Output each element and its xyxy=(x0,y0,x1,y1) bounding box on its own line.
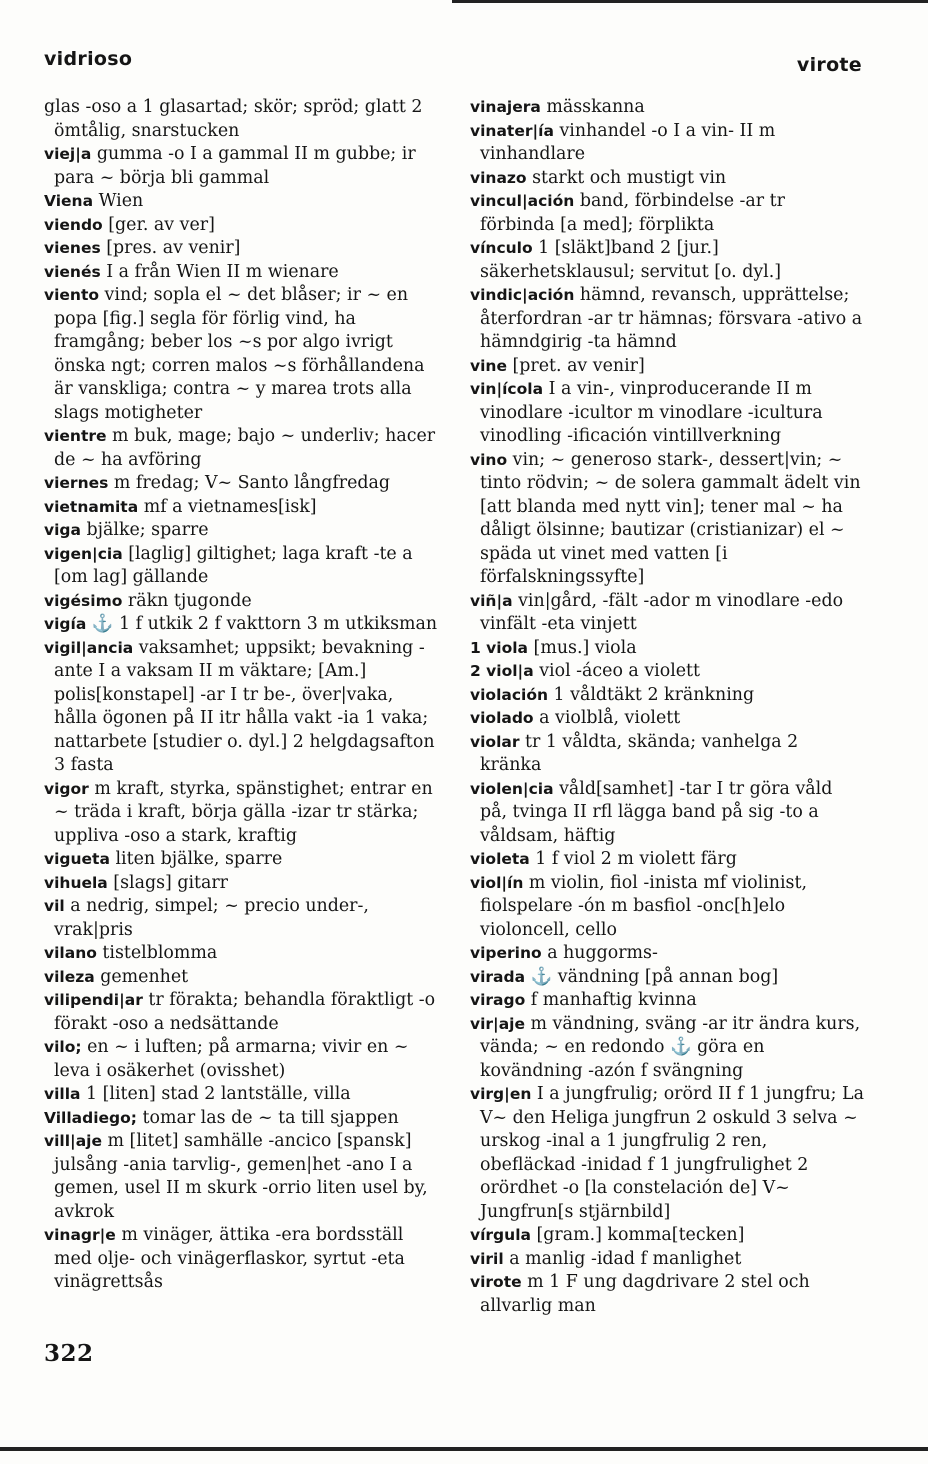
dictionary-entry xyxy=(44,942,438,966)
dictionary-entry xyxy=(44,190,438,214)
dictionary-entry xyxy=(470,167,864,191)
entry-definition: m kraft, styrka, spänstighet; entrar en ~ träda i kraft, börja gälla -izar tr stärka; uppliva -oso a stark, kraftig xyxy=(54,778,433,846)
entry-headword: vigésimo xyxy=(44,591,123,610)
dictionary-entry xyxy=(470,848,864,872)
dictionary-entry xyxy=(470,872,864,943)
dictionary-entry xyxy=(44,284,438,425)
entry-definition: vinhandel -o I a vin- II m vinhandlare xyxy=(480,120,776,164)
entry-definition: a huggorms- xyxy=(541,943,658,963)
entry-headword: viernes xyxy=(44,474,109,492)
entry-definition: 1 f viol 2 m violett färg xyxy=(529,849,737,869)
dictionary-entry xyxy=(470,942,864,966)
bottom-rule xyxy=(0,1447,928,1451)
entry-headword: virote xyxy=(470,1273,522,1291)
dictionary-entry xyxy=(470,96,864,120)
entry-definition: gemenhet xyxy=(94,966,189,987)
dictionary-entry xyxy=(44,778,438,849)
dictionary-entry xyxy=(470,378,864,449)
entry-definition: f manhaftig kvinna xyxy=(525,990,697,1010)
entry-definition: a violblå, violett xyxy=(533,708,681,728)
entry-definition: m buk, mage; bajo ~ underliv; hacer de ~ ha avföring xyxy=(54,426,436,470)
entry-definition: a nedrig, simpel; ~ precio under-, vrak|pris xyxy=(54,896,369,940)
entry-definition: ⚓ vändning [på annan bog] xyxy=(525,966,779,987)
entry-headword: vírgula xyxy=(470,1226,531,1244)
dictionary-entry xyxy=(44,989,438,1036)
dictionary-entry xyxy=(470,1224,864,1248)
dictionary-entry xyxy=(44,1036,438,1083)
entry-headword: virago xyxy=(470,991,526,1009)
entry-headword: vigen|cia xyxy=(44,544,123,563)
dictionary-entry xyxy=(44,1130,438,1224)
entry-definition: tr förakta; behandla föraktligt -o förakt -oso a nedsättande xyxy=(54,990,436,1034)
entry-headword: viril xyxy=(470,1249,504,1268)
entry-headword: vir|aje xyxy=(470,1014,526,1033)
entry-headword: vinazo xyxy=(470,168,527,187)
entry-headword: vindic|ación xyxy=(470,286,575,304)
dictionary-entry xyxy=(44,1083,438,1107)
entry-definition: gumma -o I a gammal II m gubbe; ir para ~ börja bli gammal xyxy=(54,144,416,188)
entry-headword: viej|a xyxy=(44,145,92,163)
entry-headword: vinajera xyxy=(470,98,541,116)
entry-headword: violación xyxy=(470,685,549,704)
dictionary-entry xyxy=(470,355,864,379)
entry-headword: vienes xyxy=(44,239,101,257)
entry-headword: vilipendi|ar xyxy=(44,991,143,1009)
dictionary-entry xyxy=(44,425,438,472)
entry-headword: 1 viola xyxy=(470,638,529,657)
entry-headword: violar xyxy=(470,732,520,751)
dictionary-entry xyxy=(44,143,438,190)
entry-headword: vincul|ación xyxy=(470,192,575,210)
entry-definition: m 1 F ung dagdrivare 2 stel och allvarlig man xyxy=(480,1272,810,1316)
entry-headword: 2 viol|a xyxy=(470,662,534,680)
dictionary-entry xyxy=(470,1013,864,1084)
entry-definition: bjälke; sparre xyxy=(80,520,209,540)
page-number: 322 xyxy=(44,1340,94,1367)
entry-headword: vigía xyxy=(44,615,87,633)
entry-definition: starkt och mustigt vin xyxy=(526,167,727,188)
dictionary-entry xyxy=(470,1248,864,1272)
entry-headword: violen|cia xyxy=(470,779,554,798)
dictionary-entry xyxy=(470,237,864,284)
entry-headword: violado xyxy=(470,709,534,727)
entry-definition: m [litet] samhälle -ancico [spansk] julsång -ania tarvlig-, gemen|het -ano I a gemen, usel II m skurk -orrio liten usel by, avkrok xyxy=(54,1131,428,1222)
dictionary-entry xyxy=(470,660,864,684)
entry-definition: ⚓ 1 f utkik 2 f vakttorn 3 m utkiksman xyxy=(86,614,438,634)
entry-definition: en ~ i luften; på armarna; vivir en ~ leva i osäkerhet (ovisshet) xyxy=(54,1037,409,1081)
dictionary-entry xyxy=(470,989,864,1013)
entry-definition: våld[samhet] -tar I tr göra våld på, tvinga II rfl lägga band på sig -to a våldsam, häftig xyxy=(480,778,833,846)
entry-headword: vine xyxy=(470,356,507,375)
entry-definition: [pres. av venir] xyxy=(100,238,241,258)
dictionary-entry xyxy=(470,637,864,661)
entry-headword: Villadiego; xyxy=(44,1108,137,1127)
entry-definition: tistelblomma xyxy=(96,943,218,963)
entry-headword: vínculo xyxy=(470,239,533,257)
entry-definition: a manlig -idad f manlighet xyxy=(503,1248,742,1269)
entry-headword: vinagr|e xyxy=(44,1226,116,1244)
entry-headword: vil xyxy=(44,897,65,915)
entry-headword: villa xyxy=(44,1085,81,1103)
dictionary-entry xyxy=(470,1271,864,1318)
dictionary-entry xyxy=(470,778,864,849)
dictionary-entry xyxy=(470,707,864,731)
entry-headword: vientre xyxy=(44,427,107,445)
top-rule xyxy=(452,0,928,3)
entry-headword: vietnamita xyxy=(44,497,139,516)
dictionary-entry xyxy=(44,1224,438,1295)
dictionary-entry xyxy=(470,1083,864,1224)
entry-definition: vin|gård, -fält -ador m vinodlare -edo vinfält -eta vinjett xyxy=(480,590,844,634)
dictionary-entry xyxy=(44,214,438,238)
entry-definition: tr 1 våldta, skända; vanhelga 2 kränka xyxy=(480,731,799,775)
entry-definition: I a vin-, vinproducerande II m vinodlare -icultor m vinodlare -icultura vinodling -ificación vintillverkning xyxy=(480,379,823,446)
entry-headword: viendo xyxy=(44,215,103,234)
dictionary-entry xyxy=(44,848,438,872)
dictionary-entry xyxy=(470,590,864,637)
dictionary-entry xyxy=(470,449,864,590)
entry-definition: 1 [liten] stad 2 lantställe, villa xyxy=(80,1084,351,1104)
entry-definition: mf a vietnames[isk] xyxy=(138,496,317,517)
entry-definition: viol -áceo a violett xyxy=(533,661,701,681)
entry-headword: vinater|ía xyxy=(470,121,554,140)
entry-definition: Wien xyxy=(93,191,144,211)
entry-definition: band, förbindelse -ar tr förbinda [a med]; förplikta xyxy=(480,191,785,235)
entry-definition: [slags] gitarr xyxy=(107,872,228,893)
entry-headword: vihuela xyxy=(44,873,108,892)
entry-definition: [ger. av ver] xyxy=(102,214,215,235)
entry-definition: hämnd, revansch, upprättelse; återfordran -ar tr hämnas; försvara -ativo a hämndgirig -ta hämnd xyxy=(480,285,863,352)
dictionary-entry xyxy=(470,731,864,778)
entry-headword: virg|en xyxy=(470,1085,532,1103)
dictionary-entry xyxy=(44,543,438,590)
entry-headword: vigor xyxy=(44,779,89,798)
entry-definition: m vändning, sväng -ar itr ändra kurs, vända; ~ en redondo ⚓ göra en kovändning -azón f svängning xyxy=(480,1013,861,1081)
entry-definition: [laglig] giltighet; laga kraft -te a [om lag] gällande xyxy=(54,543,413,587)
entry-definition: tomar las de ~ ta till sjappen xyxy=(137,1107,399,1128)
dictionary-entry xyxy=(44,472,438,496)
dictionary-entry xyxy=(44,590,438,614)
entry-definition: 1 våldtäkt 2 kränkning xyxy=(548,684,755,705)
dictionary-entry xyxy=(44,237,438,261)
running-head-right: virote xyxy=(796,54,862,76)
dictionary-entry xyxy=(44,96,438,143)
entry-headword: vigueta xyxy=(44,850,110,868)
entry-headword: vileza xyxy=(44,967,95,986)
entry-definition: I a jungfrulig; orörd II f 1 jungfru; La V~ den Heliga jungfrun 2 oskuld 3 selva ~ urskog -inal a 1 jungfrulig 2 ren, obefläckad -inidad f 1 jungfrulighet 2 orördhet -o [la constelación de] V~ Jungfrun[s stjärnbild] xyxy=(480,1084,864,1222)
entry-definition: vaksamhet; uppsikt; bevakning -ante I a vaksam II m väktare; [Am.] polis[konstapel] -ar I tr be-, över|vaka, hålla ögonen på II itr hålla vakt -ia 1 vaka; nattarbete [studier o. dyl.] 2 helgdagsafton 3 fasta xyxy=(54,637,435,775)
dictionary-entry xyxy=(44,613,438,637)
dictionary-entry xyxy=(44,637,438,778)
dictionary-entry xyxy=(470,120,864,167)
entry-definition: 1 [släkt]band 2 [jur.] säkerhetsklausul; servitut [o. dyl.] xyxy=(480,238,782,282)
entry-definition: räkn tjugonde xyxy=(122,590,252,611)
running-head-left: vidrioso xyxy=(44,48,133,70)
dictionary-entry xyxy=(44,895,438,942)
entry-definition: m fredag; V~ Santo långfredag xyxy=(108,473,391,493)
entry-definition: mässkanna xyxy=(540,97,645,117)
dictionary-entry xyxy=(44,872,438,896)
entry-definition: [gram.] komma[tecken] xyxy=(530,1225,745,1245)
entry-definition: I a från Wien II m wienare xyxy=(100,261,339,282)
entry-headword: viñ|a xyxy=(470,591,513,610)
dictionary-entry xyxy=(470,966,864,990)
dictionary-entry xyxy=(44,496,438,520)
entry-definition: vind; sopla el ~ det blåser; ir ~ en popa [fig.] segla för förlig vind, ha framgång; beber los ~s por algo ivrigt önska ngt; corren malos ~s förhållandena är vanskliga; contra ~ y marea trots alla slags motigheter xyxy=(54,285,425,423)
entry-headword: viento xyxy=(44,286,100,304)
dictionary-entry xyxy=(44,966,438,990)
entry-headword: vin|ícola xyxy=(470,380,544,398)
entry-definition: m vinäger, ättika -era bordsställ med olje- och vinägerflaskor, syrtut -eta vinägrettsås xyxy=(54,1225,405,1292)
entry-headword: viga xyxy=(44,521,81,539)
entry-definition: [pret. av venir] xyxy=(506,355,645,376)
right-column xyxy=(470,96,864,1318)
entry-definition: m violin, fiol -inista mf violinist, fiolspelare -ón m basfiol -onc[h]elo violoncell, cello xyxy=(480,872,807,940)
dictionary-entry xyxy=(44,261,438,285)
entry-headword: vienés xyxy=(44,262,101,281)
entry-headword: vilano xyxy=(44,944,97,962)
dictionary-entry xyxy=(470,190,864,237)
dictionary-entry xyxy=(470,684,864,708)
dictionary-entry xyxy=(470,284,864,355)
entry-definition: liten bjälke, sparre xyxy=(109,849,283,869)
left-column xyxy=(44,96,438,1295)
entry-definition: glas -oso a 1 glasartad; skör; spröd; glatt 2 ömtålig, snarstucken xyxy=(44,97,423,141)
entry-headword: virada xyxy=(470,967,526,986)
dictionary-entry xyxy=(44,1107,438,1131)
dictionary-entry xyxy=(44,519,438,543)
entry-headword: vigil|ancia xyxy=(44,638,134,657)
entry-headword: vino xyxy=(470,450,508,469)
entry-headword: vill|aje xyxy=(44,1132,102,1150)
entry-headword: viperino xyxy=(470,944,542,962)
entry-headword: violeta xyxy=(470,850,530,868)
entry-definition: vin; ~ generoso stark-, dessert|vin; ~ tinto rödvin; ~ de solera gammalt ädelt vin [att blanda med nytt vin]; tener mal ~ ha dåligt ölsinne; bautizar (cristianizar) el ~ späda ut vinet med vatten [i förfalskningssyfte] xyxy=(480,449,861,587)
entry-headword: viol|ín xyxy=(470,873,524,892)
entry-definition: [mus.] viola xyxy=(528,637,637,658)
entry-headword: vilo; xyxy=(44,1038,82,1056)
entry-headword: Viena xyxy=(44,192,94,210)
